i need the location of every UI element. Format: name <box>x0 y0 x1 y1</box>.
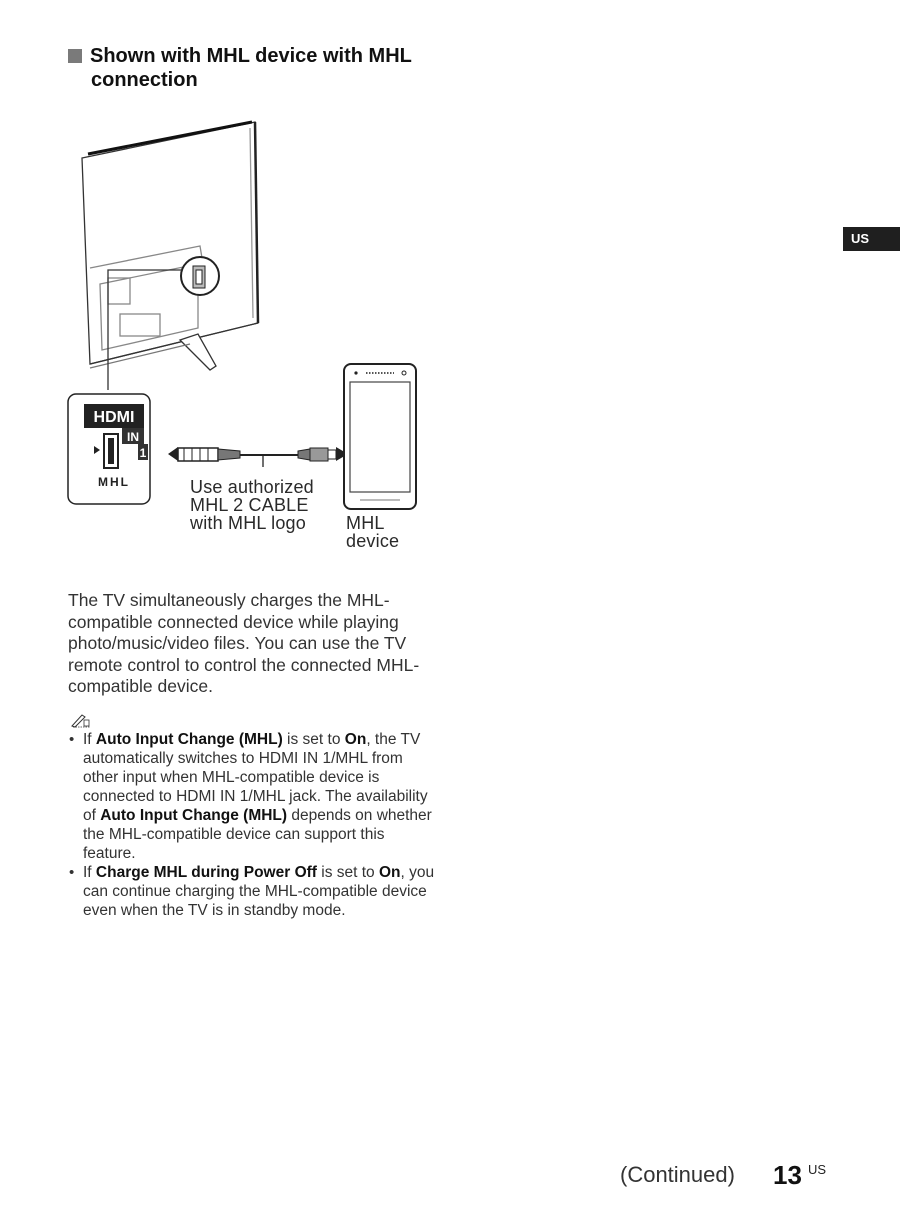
note-pencil-icon <box>70 712 92 728</box>
port-zoom-circle <box>181 257 219 295</box>
port-number-label: 1 <box>139 446 147 460</box>
mhl-cable-illustration <box>168 447 348 467</box>
device-label <box>346 514 399 550</box>
note-item: • If Auto Input Change (MHL) is set to On, the TV automatically switches to HDMI IN 1/MHL from other input when MHL-compatible device is connected to HDMI IN 1/MHL jack. The availability of Auto Input Change (MHL) depends on whether the MHL-compatible device can support this feature. <box>69 731 432 862</box>
body-paragraph: The TV simultaneously charges the MHL-compatible connected device while playing photo/music/video files. You can use the TV remote control to control the connected MHL-compatible device. <box>68 590 420 696</box>
bullet-icon: • <box>69 864 75 881</box>
cable-label-line-2: MHL 2 CABLE <box>190 495 309 515</box>
cable-label-line-3: with MHL logo <box>190 513 306 533</box>
cable-label <box>190 478 314 532</box>
heading-square-icon <box>68 49 82 63</box>
heading-line-1: Shown with MHL device with MHL <box>90 45 412 67</box>
hdmi-port-panel <box>68 394 150 504</box>
mhl-device-illustration <box>344 364 416 509</box>
cable-label-line-1: Use authorized <box>190 477 314 497</box>
bullet-icon: • <box>69 731 75 748</box>
region-side-tab: US <box>843 227 900 251</box>
device-label-line-1: MHL <box>346 513 385 533</box>
continued-label: (Continued) <box>620 1162 735 1187</box>
mhl-logo: MHL <box>98 475 130 489</box>
heading-line-2: connection <box>91 69 198 91</box>
notes-list <box>68 730 438 920</box>
device-label-line-2: device <box>346 531 400 551</box>
port-in-label: IN <box>127 430 139 444</box>
hdmi-logo: HDMI <box>93 409 135 426</box>
page-region-suffix: US <box>808 1162 827 1177</box>
note-item: • If Charge MHL during Power Off is set to On, you can continue charging the MHL-compatible device even when the TV is in standby mode. <box>69 864 435 919</box>
section-heading <box>68 44 448 92</box>
page-number: 13 <box>773 1160 802 1190</box>
